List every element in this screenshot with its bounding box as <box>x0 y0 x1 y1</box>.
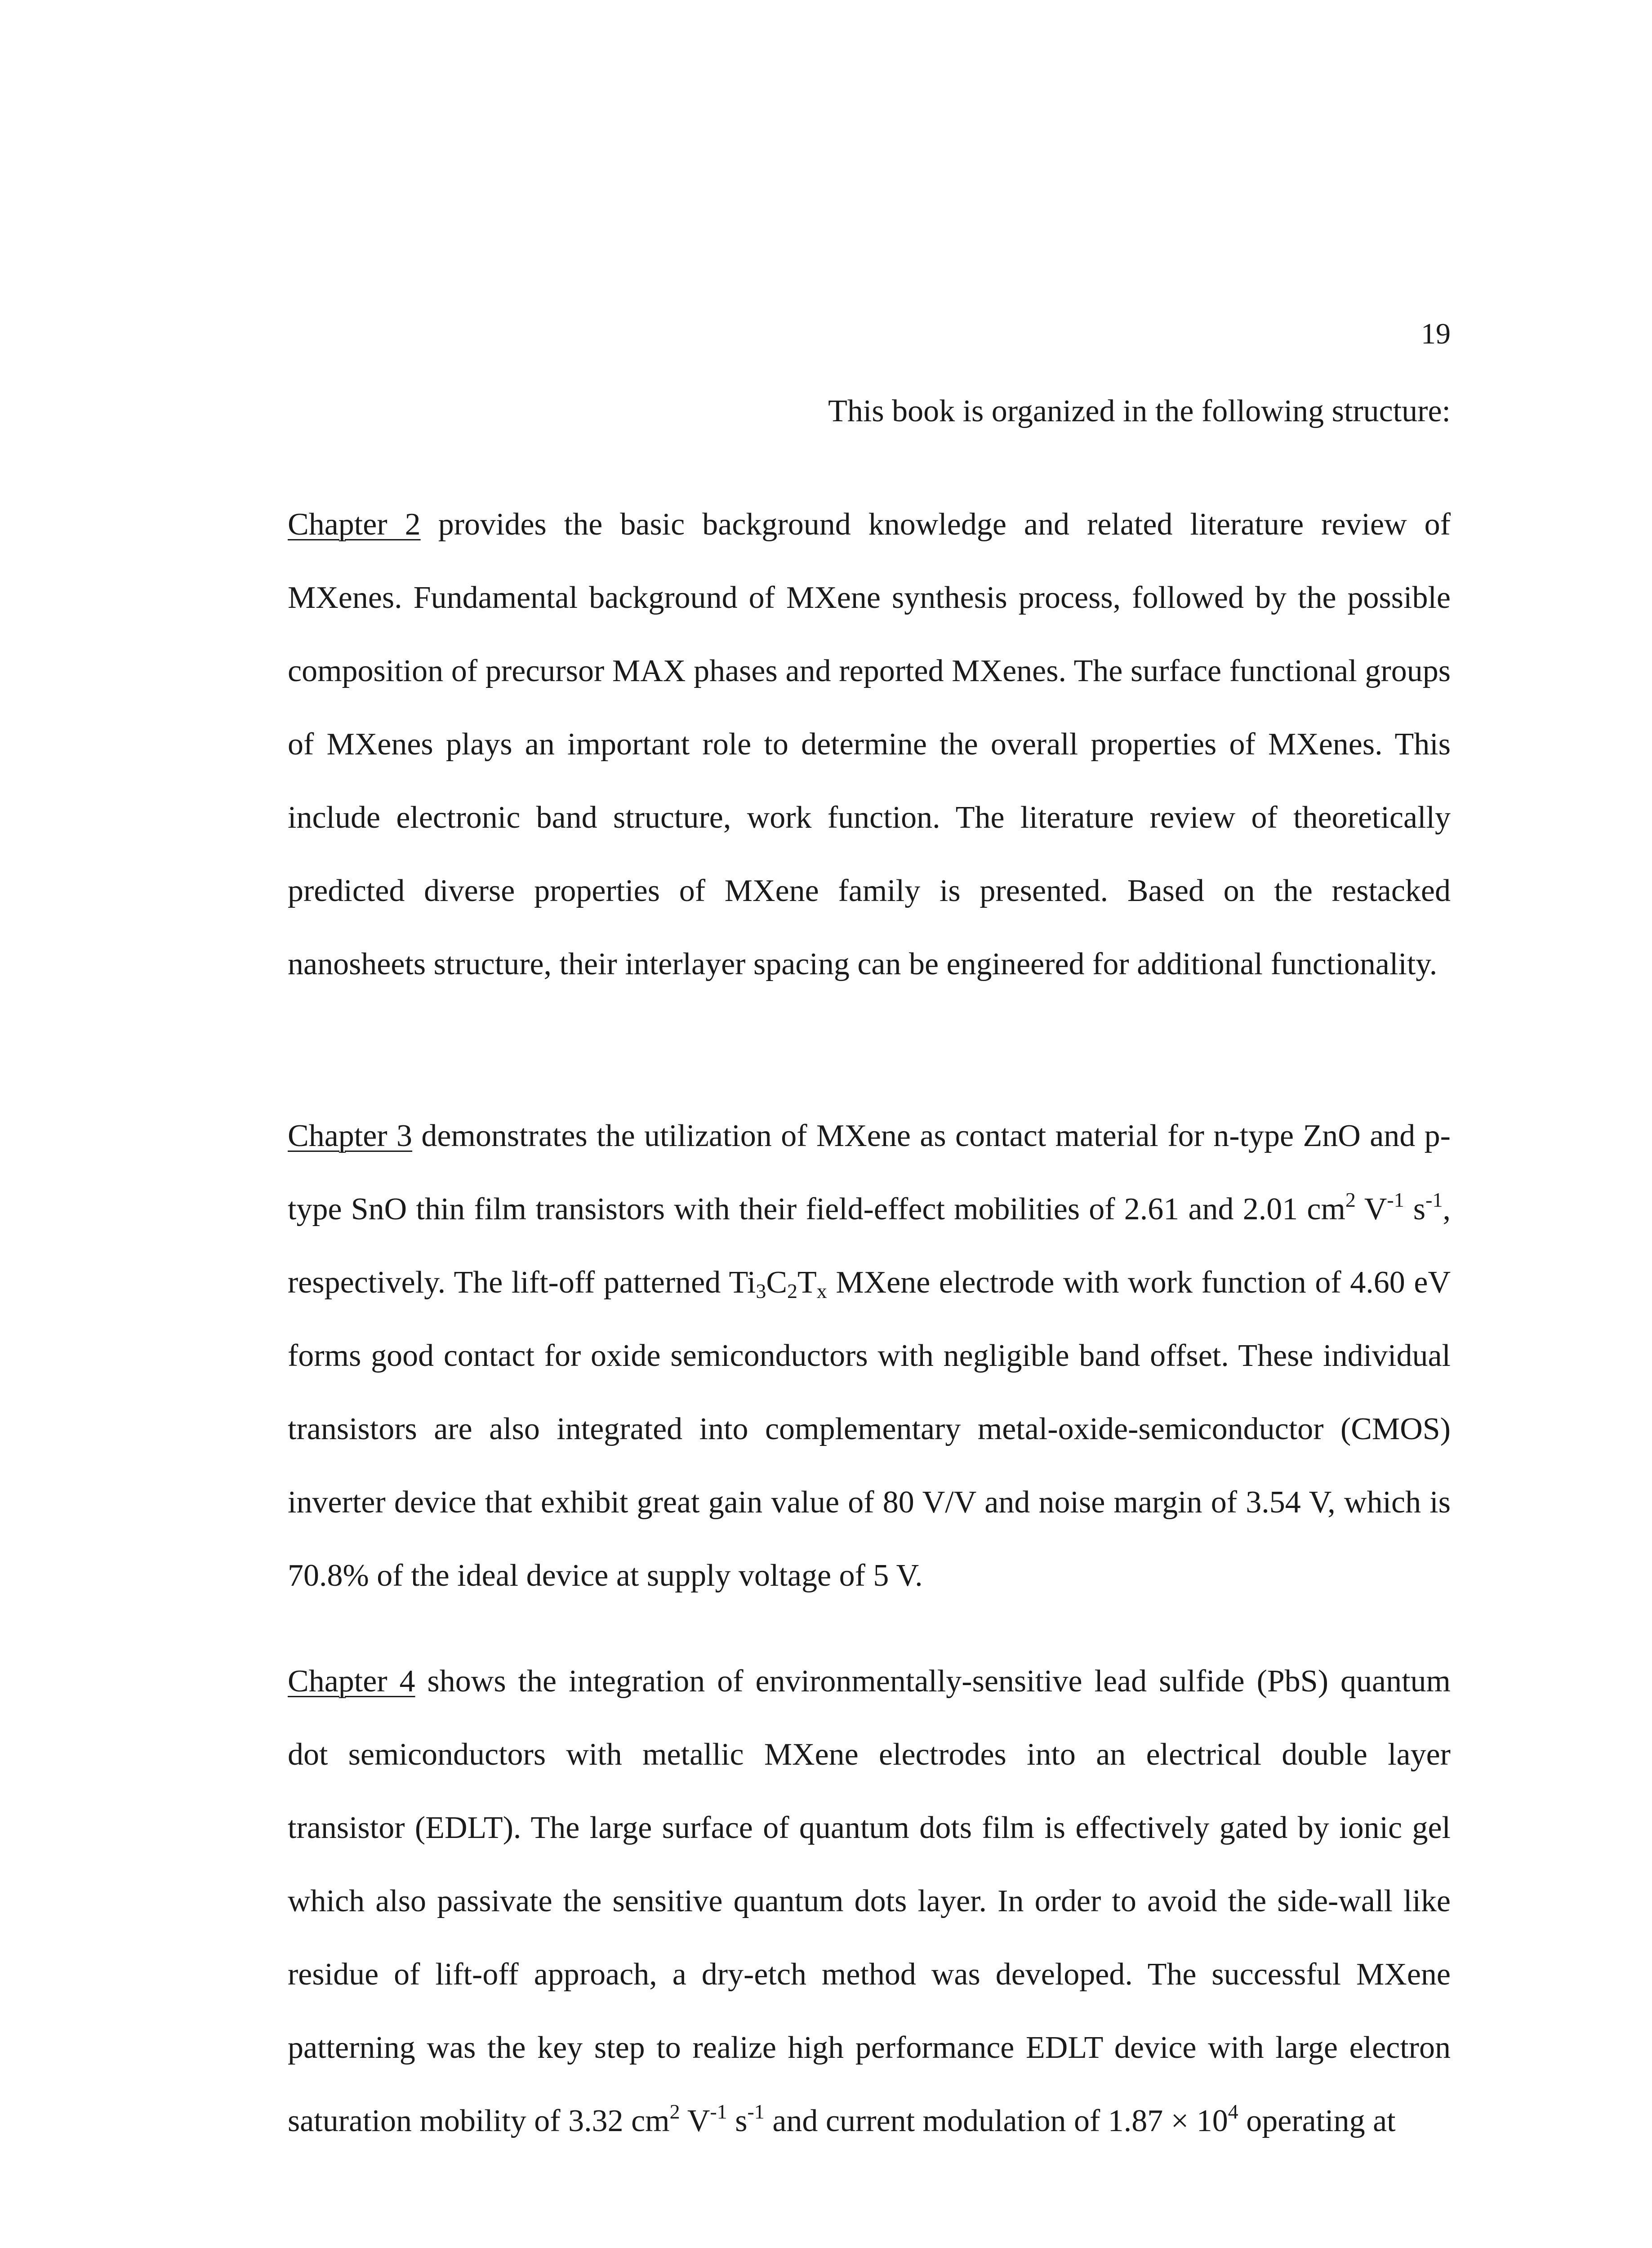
chapter-3-link[interactable]: Chapter 3 <box>288 1119 412 1153</box>
chapter-3-text-1: demonstrates the utilization of MXene as contact material for n-type ZnO and p-type SnO thin film transistors with their field-effect mobilities of 2.61 and 2.01 cm <box>288 1119 1451 1227</box>
chapter-3-text-5: C <box>766 1265 788 1300</box>
subscript: 3 <box>756 1280 766 1302</box>
superscript: -1 <box>1425 1188 1443 1211</box>
subscript: x <box>816 1280 827 1302</box>
chapter-3-text-7: MXene electrode with work function of 4.60 eV forms good contact for oxide semiconductors with negligible band offset. These individual transistors are also integrated into complementary metal-oxide-semiconductor (CMOS) inverter device that exhibit great gain value of 80 V/V and noise margin of 3.54 V, which is 70.8% of the ideal device at supply voltage of 5 V. <box>288 1265 1451 1593</box>
subscript: 2 <box>787 1280 798 1302</box>
chapter-3-text-4: , respectively. The lift-off patterned Ti <box>288 1192 1451 1300</box>
chapter-4-text-5: operating at <box>1238 2104 1396 2138</box>
superscript: -1 <box>1387 1188 1404 1211</box>
chapter-3-text-3: s <box>1404 1192 1426 1227</box>
superscript: -1 <box>747 2100 765 2123</box>
chapter-2-paragraph <box>288 488 1451 1001</box>
superscript: -1 <box>710 2100 727 2123</box>
intro-sentence: This book is organized in the following structure: <box>828 394 1451 428</box>
chapter-2-link[interactable]: Chapter 2 <box>288 507 421 542</box>
chapter-4-text-1: shows the integration of environmentally-sensitive lead sulfide (PbS) quantum dot semiconductors with metallic MXene electrodes into an electrical double layer transistor (EDLT). The large surface of quantum dots film is effectively gated by ionic gel which also passivate the sensitive quantum dots layer. In order to avoid the side-wall like residue of lift-off approach, a dry-etch method was developed. The successful MXene patterning was the key step to realize high performance EDLT device with large electron saturation mobility of 3.32 cm <box>288 1664 1451 2138</box>
chapter-4-text-2: V <box>680 2104 710 2138</box>
chapter-2-text: provides the basic background knowledge and related literature review of MXenes. Fundamental background of MXene synthesis process, followed by the possible composition of precursor MAX phases and reported MXenes. The surface functional groups of MXenes plays an important role to determine the overall properties of MXenes. This include electronic band structure, work function. The literature review of theoretically predicted diverse properties of MXene family is presented. Based on the restacked nanosheets structure, their interlayer spacing can be engineered for additional functionality. <box>288 507 1451 981</box>
superscript: 4 <box>1228 2100 1238 2123</box>
chapter-3-text-6: T <box>797 1265 817 1300</box>
page-number: 19 <box>1421 317 1451 350</box>
chapter-3-text-2: V <box>1355 1192 1387 1227</box>
chapter-4-text-4: and current modulation of 1.87 × 10 <box>764 2104 1228 2138</box>
chapter-3-paragraph <box>288 1099 1451 1612</box>
superscript: 2 <box>669 2100 680 2123</box>
chapter-4-link[interactable]: Chapter 4 <box>288 1664 415 1699</box>
superscript: 2 <box>1345 1188 1356 1211</box>
chapter-4-text-3: s <box>727 2104 748 2138</box>
chapter-4-paragraph <box>288 1645 1451 2158</box>
